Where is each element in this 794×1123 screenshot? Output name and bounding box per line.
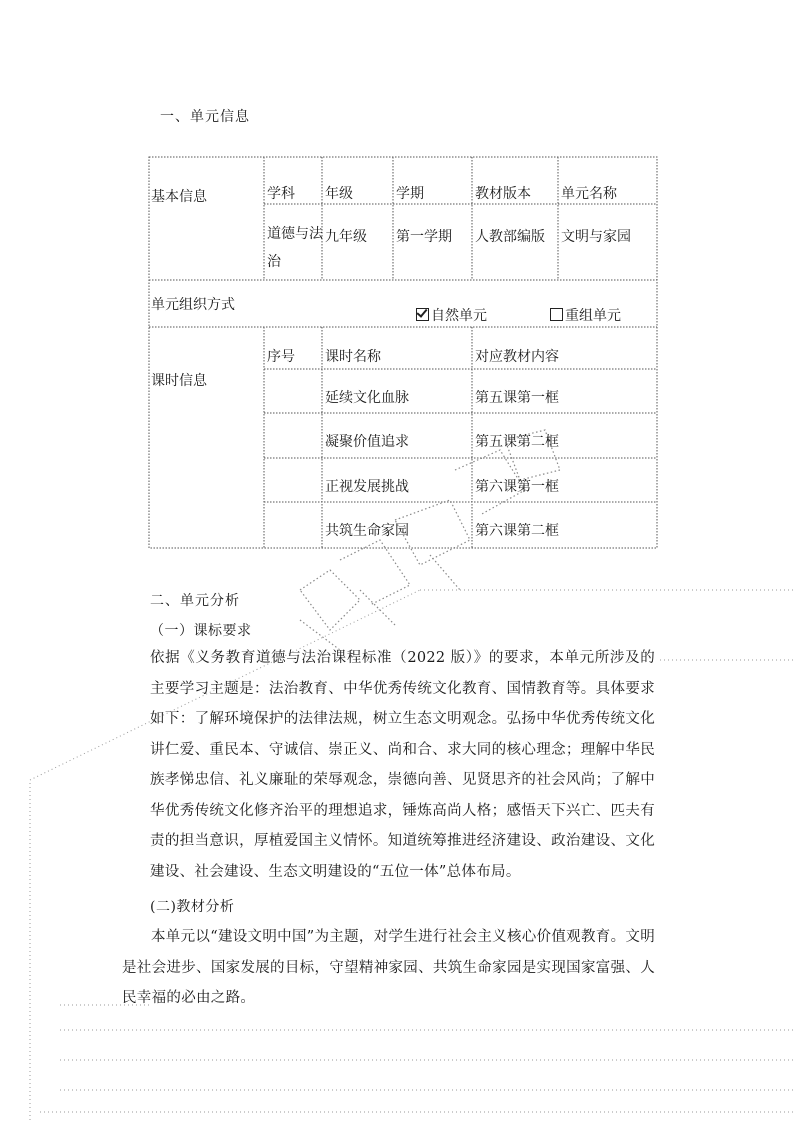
organization-label: 单元组织方式 bbox=[151, 297, 235, 313]
header-textbook-content: 对应教材内容 bbox=[475, 349, 559, 365]
value-textbook-version: 人教部编版 bbox=[475, 229, 545, 245]
basic-info-label: 基本信息 bbox=[151, 189, 207, 205]
lesson-content: 第五课第二框 bbox=[475, 434, 559, 450]
lesson-name: 共筑生命家园 bbox=[325, 523, 409, 539]
subheading-textbook-analysis: (二)教材分析 bbox=[150, 899, 235, 915]
value-unit-name: 文明与家园 bbox=[561, 229, 631, 245]
header-sequence: 序号 bbox=[267, 349, 295, 365]
header-lesson-name: 课时名称 bbox=[325, 349, 381, 365]
checkbox-unchecked-icon[interactable] bbox=[550, 308, 563, 321]
header-textbook-version: 教材版本 bbox=[475, 186, 531, 202]
lesson-name: 凝聚价值追求 bbox=[325, 434, 409, 450]
lesson-content: 第五课第一框 bbox=[475, 390, 559, 406]
subheading-curriculum-standards: （一）课标要求 bbox=[150, 623, 252, 639]
lesson-name: 正视发展挑战 bbox=[325, 479, 409, 495]
value-grade: 九年级 bbox=[325, 229, 367, 245]
lesson-content: 第六课第一框 bbox=[475, 479, 559, 495]
header-grade: 年级 bbox=[325, 186, 353, 202]
lesson-info-label: 课时信息 bbox=[151, 373, 207, 389]
header-term: 学期 bbox=[396, 186, 424, 202]
value-subject: 道德与法治 bbox=[267, 226, 323, 270]
lesson-content: 第六课第二框 bbox=[475, 523, 559, 539]
section-heading-unit-analysis: 二、单元分析 bbox=[150, 593, 240, 609]
section-heading-unit-info: 一、单元信息 bbox=[160, 109, 250, 125]
paragraph-textbook-analysis: 本单元以“建设文明中国”为主题，对学生进行社会主义核心价值观教育。文明是社会进步、国家发展的目标，守望精神家园、共筑生命家园是实现国家富强、人民幸福的必由之路。 bbox=[122, 929, 655, 1006]
lesson-name: 延续文化血脉 bbox=[325, 390, 409, 406]
header-unit-name: 单元名称 bbox=[561, 186, 617, 202]
checkbox-checked-icon[interactable] bbox=[416, 308, 429, 321]
option-natural-unit[interactable]: 自然单元 bbox=[416, 305, 487, 325]
option-regrouped-unit[interactable]: 重组单元 bbox=[550, 305, 621, 325]
header-subject: 学科 bbox=[267, 186, 295, 202]
value-term: 第一学期 bbox=[396, 229, 452, 245]
paragraph-curriculum-standards: 依据《义务教育道德与法治课程标准（2022 版）》的要求，本单元所涉及的主要学习主题是：法治教育、中华优秀传统文化教育、国情教育等。具体要求如下：了解环境保护的法律法规，树立生态文明观念。弘扬中华优秀传统文化讲仁爱、重民本、守诚信、崇正义、尚和合、求大同的核心理念；理解中华民族孝悌忠信、礼义廉耻的荣辱观念，崇德向善、见贤思齐的社会风尚；了解中华优秀传统文化修齐治平的理想追求，锤炼高尚人格；感悟天下兴亡、匹夫有责的担当意识，厚植爱国主义情怀。知道统筹推进经济建设、政治建设、文化建设、社会建设、生态文明建设的“五位一体”总体布局。 bbox=[150, 650, 655, 880]
